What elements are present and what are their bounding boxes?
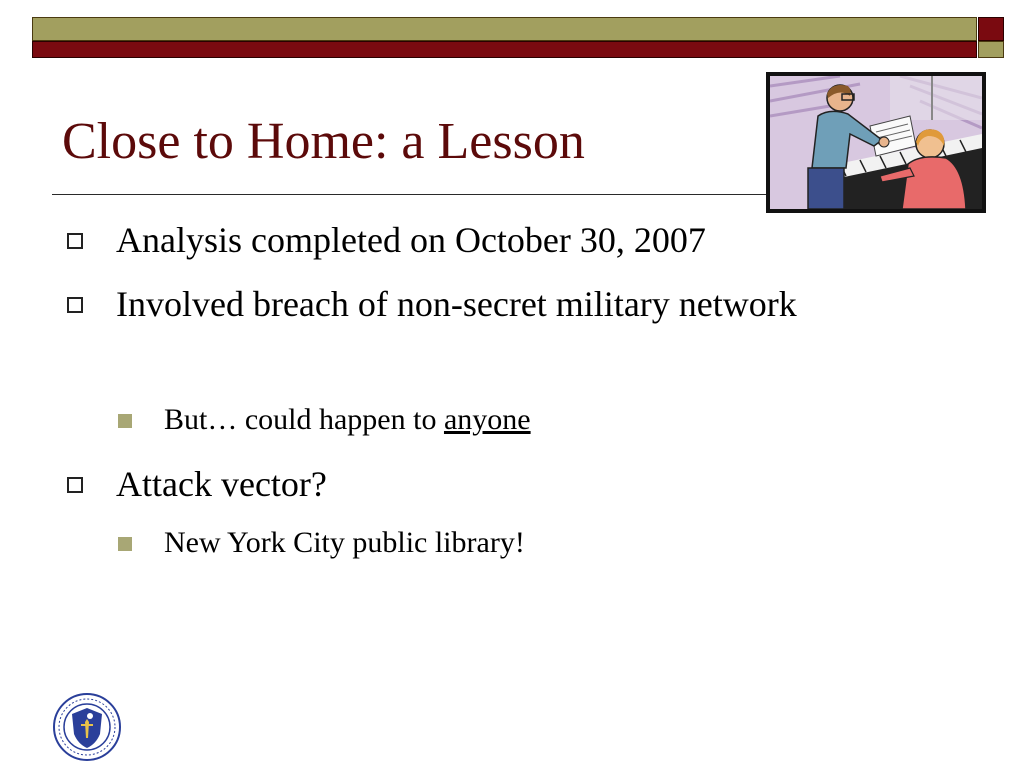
bullet-text: Analysis completed on October 30, 2007 [116,220,706,260]
filled-square-bullet-icon [118,414,132,428]
filled-square-bullet-icon [118,537,132,551]
sub-bullet-text: New York City public library! [164,526,525,559]
bullet-item [116,457,876,511]
bullet-item [116,213,876,267]
emphasis-text: anyone [443,403,531,436]
bullet-text: Involved breach of non-secret military network [116,284,797,324]
sub-bullet-item [164,523,525,563]
bullet-item [116,277,876,331]
slide-title: Close to Home: a Lesson [62,113,585,170]
hollow-square-bullet-icon [67,233,83,249]
hollow-square-bullet-icon [67,297,83,313]
sub-bullet-item [164,400,531,440]
hollow-square-bullet-icon [67,477,83,493]
state-seal-logo [52,692,122,762]
bullet-text: Attack vector? [116,464,327,504]
sub-bullet-text: But… could happen to [164,403,444,436]
